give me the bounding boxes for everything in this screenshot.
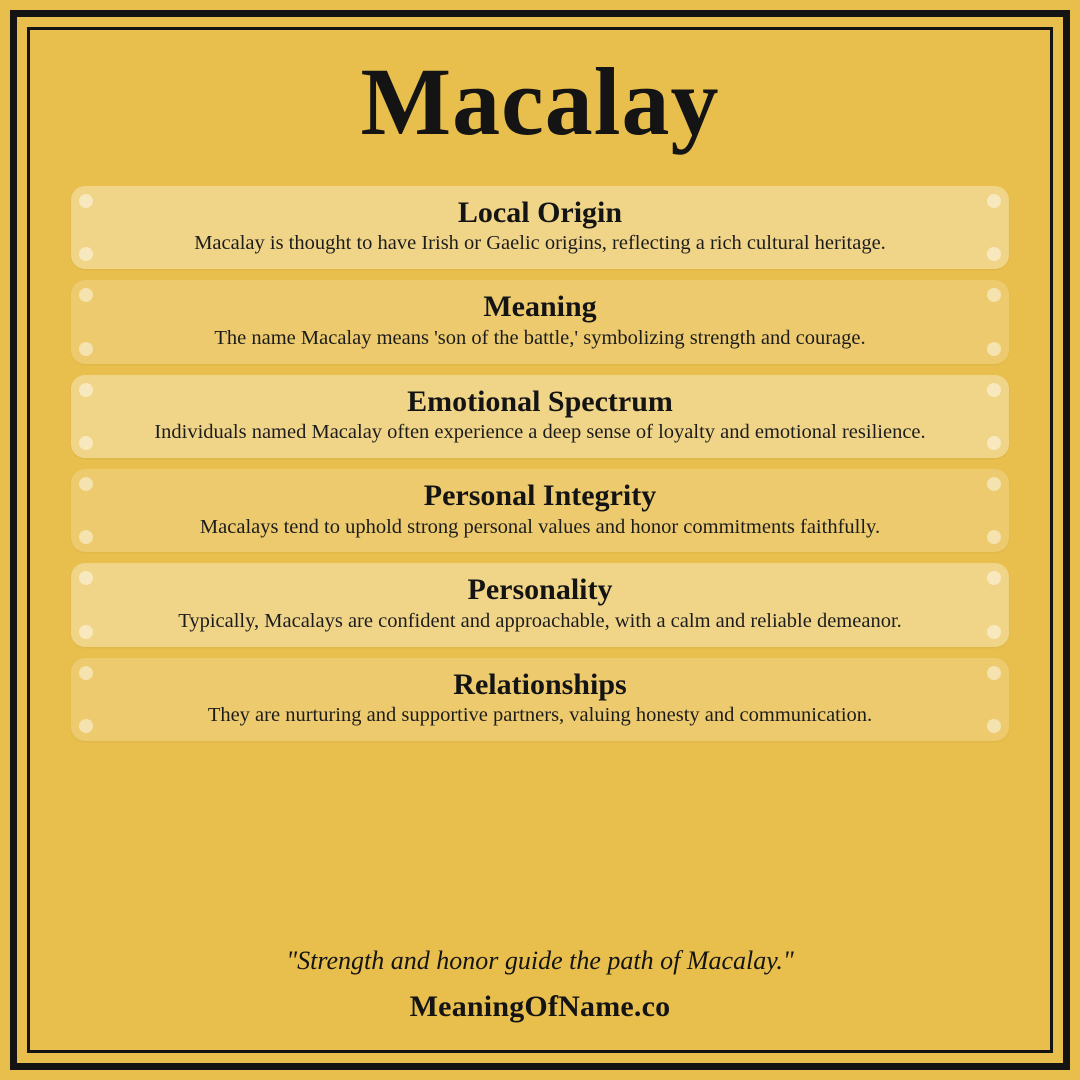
poster-content: [38, 38, 1042, 1042]
sections-list: [38, 186, 1042, 742]
section-heading: Meaning: [483, 290, 597, 324]
section-body: Typically, Macalays are confident and approachable, with a calm and reliable demeanor.: [178, 609, 902, 632]
section-card-personality: [71, 563, 1009, 646]
section-heading: Emotional Spectrum: [407, 384, 673, 418]
poster-footer: [38, 946, 1042, 1024]
section-body: Macalays tend to uphold strong personal values and honor commitments faithfully.: [199, 515, 881, 538]
section-card-personal-integrity: [71, 469, 1009, 552]
brand-name: MeaningOfName.co: [409, 990, 671, 1023]
section-heading: Relationships: [453, 667, 627, 701]
section-heading: Personal Integrity: [423, 479, 657, 513]
section-card-emotional-spectrum: [71, 375, 1009, 458]
section-body: Macalay is thought to have Irish or Gaelic origins, reflecting a rich cultural heritage.: [194, 232, 886, 255]
section-card-local-origin: [71, 186, 1009, 269]
quote-text: "Strength and honor guide the path of Macalay.": [286, 946, 794, 975]
section-body: The name Macalay means 'son of the battle,' symbolizing strength and courage.: [214, 326, 866, 349]
section-body: Individuals named Macalay often experience a deep sense of loyalty and emotional resilience.: [154, 421, 926, 444]
section-card-relationships: [71, 658, 1009, 741]
page-title: Macalay: [360, 48, 720, 155]
section-heading: Personality: [467, 573, 613, 607]
section-card-meaning: [71, 280, 1009, 363]
section-body: They are nurturing and supportive partners, valuing honesty and communication.: [207, 704, 873, 727]
section-heading: Local Origin: [457, 195, 623, 229]
